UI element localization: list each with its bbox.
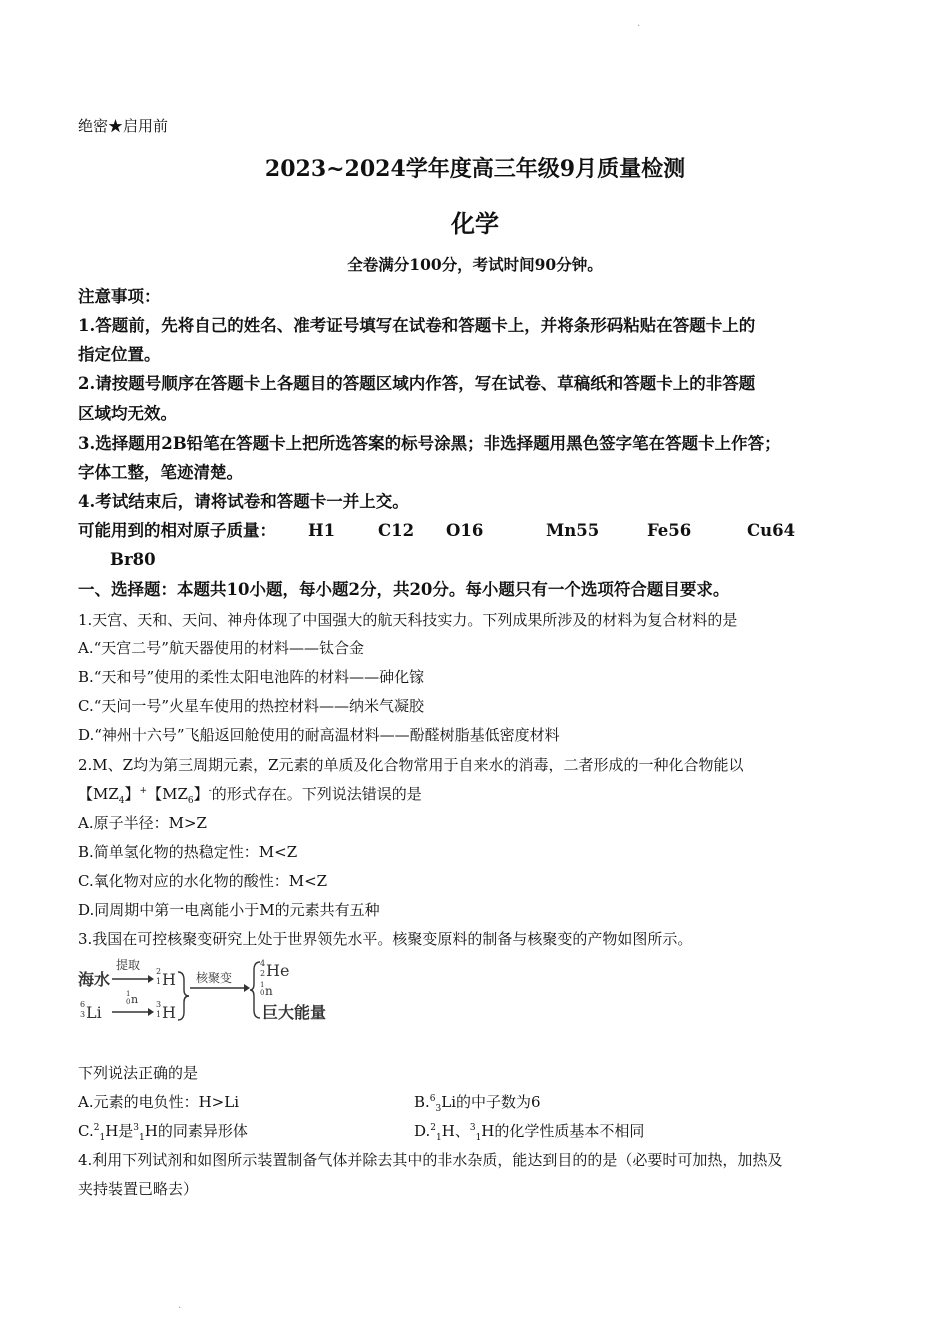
h3-mass: 3 xyxy=(156,1000,162,1009)
li-symbol: Li xyxy=(86,1003,102,1022)
q2-option-a: A.原子半径：M>Z xyxy=(78,814,207,832)
atomic-mass-item: Br80 xyxy=(110,550,156,569)
note-line: 3.选择题用2B铅笔在答题卡上把所选答案的标号涂黑；非选择题用黑色签字笔在答题卡上作答； xyxy=(78,434,781,453)
atomic-mass-item: Fe56 xyxy=(647,521,692,540)
atomic-mass-item: Mn55 xyxy=(546,521,600,540)
brace-right-icon xyxy=(250,962,260,1018)
neutron-symbol: n xyxy=(131,993,139,1006)
q3-subscript: 1 xyxy=(139,1133,145,1143)
arrow-head-icon xyxy=(244,984,250,992)
q3-text: Li的中子数为6 xyxy=(441,1093,541,1111)
atomic-masses-row xyxy=(78,521,878,543)
q2-option-d: D.同周期中第一电离能小于M的元素共有五种 xyxy=(78,901,380,919)
atomic-mass-item: H1 xyxy=(308,521,336,540)
he-mass: 4 xyxy=(260,959,266,968)
q3-superscript: 6 xyxy=(429,1094,436,1104)
q3-question: 下列说法正确的是 xyxy=(78,1064,199,1082)
q1-option-b: B.“天和号”使用的柔性太阳电池阵的材料——砷化镓 xyxy=(78,668,425,686)
q1-option-d: D.“神州十六号”飞船返回舱使用的耐高温材料——酚醛树脂基低密度材料 xyxy=(78,726,560,744)
seawater-label: 海水 xyxy=(78,970,111,989)
q3-subscript: 1 xyxy=(99,1133,106,1143)
subject-title: 化学 xyxy=(451,209,499,238)
q4-stem-cont: 夹持装置已略去） xyxy=(78,1180,199,1198)
q3-superscript: 3 xyxy=(133,1123,140,1133)
q3-superscript: 3 xyxy=(469,1123,476,1133)
q3-text: D. xyxy=(414,1122,431,1140)
atomic-masses-label: 可能用到的相对原子质量： xyxy=(78,521,276,540)
q2-text: 】 xyxy=(124,785,140,803)
q2-subscript: 4 xyxy=(118,796,125,806)
q3-text: C. xyxy=(78,1122,94,1140)
q4-stem: 4.利用下列试剂和如图所示装置制备气体并除去其中的非水杂质，能达到目的的是（必要时可加热，加热及 xyxy=(78,1151,783,1169)
h2-number: 1 xyxy=(156,977,162,986)
q3-subscript: 1 xyxy=(475,1133,482,1143)
neutron-number: 0 xyxy=(260,989,265,997)
note-line: 4.考试结束后，请将试卷和答题卡一并上交。 xyxy=(78,492,409,511)
q2-stem-formula xyxy=(78,784,422,804)
fusion-diagram xyxy=(76,952,366,1030)
q2-stem: 2.M、Z均为第三周期元素，Z元素的单质及化合物常用于自来水的消毒，二者形成的一种化合物能以 xyxy=(78,756,744,774)
atomic-mass-item: C12 xyxy=(378,521,415,540)
scan-dot-bottom: . xyxy=(178,1300,182,1311)
q2-option-b: B.简单氢化物的热稳定性：M<Z xyxy=(78,843,298,861)
neutron-mass: 1 xyxy=(260,981,265,989)
score-info: 全卷满分100分，考试时间90分钟。 xyxy=(347,255,603,274)
q3-text: H的化学性质基本不相同 xyxy=(481,1122,645,1140)
notes-heading: 注意事项： xyxy=(78,287,161,306)
scan-dot-top: . xyxy=(637,18,641,29)
q1-option-c: C.“天问一号”火星车使用的热控材料——纳米气凝胶 xyxy=(78,697,425,715)
q2-text: 的形式存在。下列说法错误的是 xyxy=(211,785,422,803)
neutron-mass: 1 xyxy=(126,990,131,998)
h2-mass: 2 xyxy=(156,967,162,976)
arrow-head-icon xyxy=(148,975,154,983)
q3-superscript: 2 xyxy=(430,1123,436,1133)
q3-stem: 3.我国在可控核聚变研究上处于世界领先水平。核聚变原料的制备与核聚变的产物如图所示。 xyxy=(78,930,693,948)
he-symbol: He xyxy=(266,961,290,980)
note-line: 区域均无效。 xyxy=(78,404,177,423)
neutron-symbol: n xyxy=(265,984,273,998)
q3-subscript: 1 xyxy=(436,1133,442,1143)
q2-text: 【MZ xyxy=(78,785,119,803)
q2-superscript: - xyxy=(208,786,212,796)
h2-symbol: H xyxy=(162,970,176,989)
q2-text: 【MZ xyxy=(147,785,188,803)
note-line: 1.答题前，先将自己的姓名、准考证号填写在试卷和答题卡上，并将条形码粘贴在答题卡上的 xyxy=(78,316,756,335)
q2-text: 】 xyxy=(193,785,209,803)
atomic-mass-item: O16 xyxy=(446,521,484,540)
note-line: 2.请按题号顺序在答题卡上各题目的答题区域内作答，写在试卷、草稿纸和答题卡上的非答题 xyxy=(78,374,756,393)
q2-subscript: 6 xyxy=(187,796,194,806)
q3-option-b xyxy=(414,1092,541,1112)
brace-left-icon xyxy=(178,972,189,1020)
q1-option-a: A.“天宫二号”航天器使用的材料——钛合金 xyxy=(78,639,364,657)
q3-option-c xyxy=(78,1122,248,1143)
q3-options-row1 xyxy=(78,1092,778,1112)
q1-stem: 1.天宫、天和、天问、神舟体现了中国强大的航天科技实力。下列成果所涉及的材料为复合材料的是 xyxy=(78,611,738,629)
he-number: 2 xyxy=(260,969,266,978)
section-heading: 一、选择题：本题共10小题，每小题2分，共20分。每小题只有一个选项符合题目要求。 xyxy=(78,580,730,599)
q3-subscript: 3 xyxy=(435,1104,442,1114)
q2-option-c: C.氧化物对应的水化物的酸性：M<Z xyxy=(78,872,328,890)
q3-text: H、 xyxy=(441,1122,470,1140)
energy-label: 巨大能量 xyxy=(262,1003,327,1022)
neutron-number: 0 xyxy=(126,998,131,1006)
q3-option-a: A.元素的电负性：H>Li xyxy=(78,1093,240,1111)
q2-superscript: + xyxy=(139,786,148,796)
extract-label: 提取 xyxy=(116,958,141,972)
secret-mark: 绝密★启用前 xyxy=(78,117,169,135)
atomic-mass-item: Cu64 xyxy=(747,521,796,540)
exam-title: 2023~2024学年度高三年级9月质量检测 xyxy=(264,156,686,182)
note-line: 指定位置。 xyxy=(78,345,161,364)
h3-number: 1 xyxy=(156,1010,162,1019)
q3-options-row2 xyxy=(78,1121,778,1141)
q3-text: B. xyxy=(414,1093,430,1111)
q3-text: H是 xyxy=(105,1122,134,1140)
note-line: 字体工整，笔迹清楚。 xyxy=(78,463,243,482)
li-number: 3 xyxy=(80,1010,86,1019)
q3-superscript: 2 xyxy=(93,1123,100,1133)
li-mass: 6 xyxy=(80,1000,86,1009)
q3-option-d xyxy=(414,1121,644,1141)
fusion-label: 核聚变 xyxy=(196,971,233,985)
h3-symbol: H xyxy=(162,1003,176,1022)
q3-text: H的同素异形体 xyxy=(144,1122,248,1140)
arrow-head-icon xyxy=(148,1008,154,1016)
